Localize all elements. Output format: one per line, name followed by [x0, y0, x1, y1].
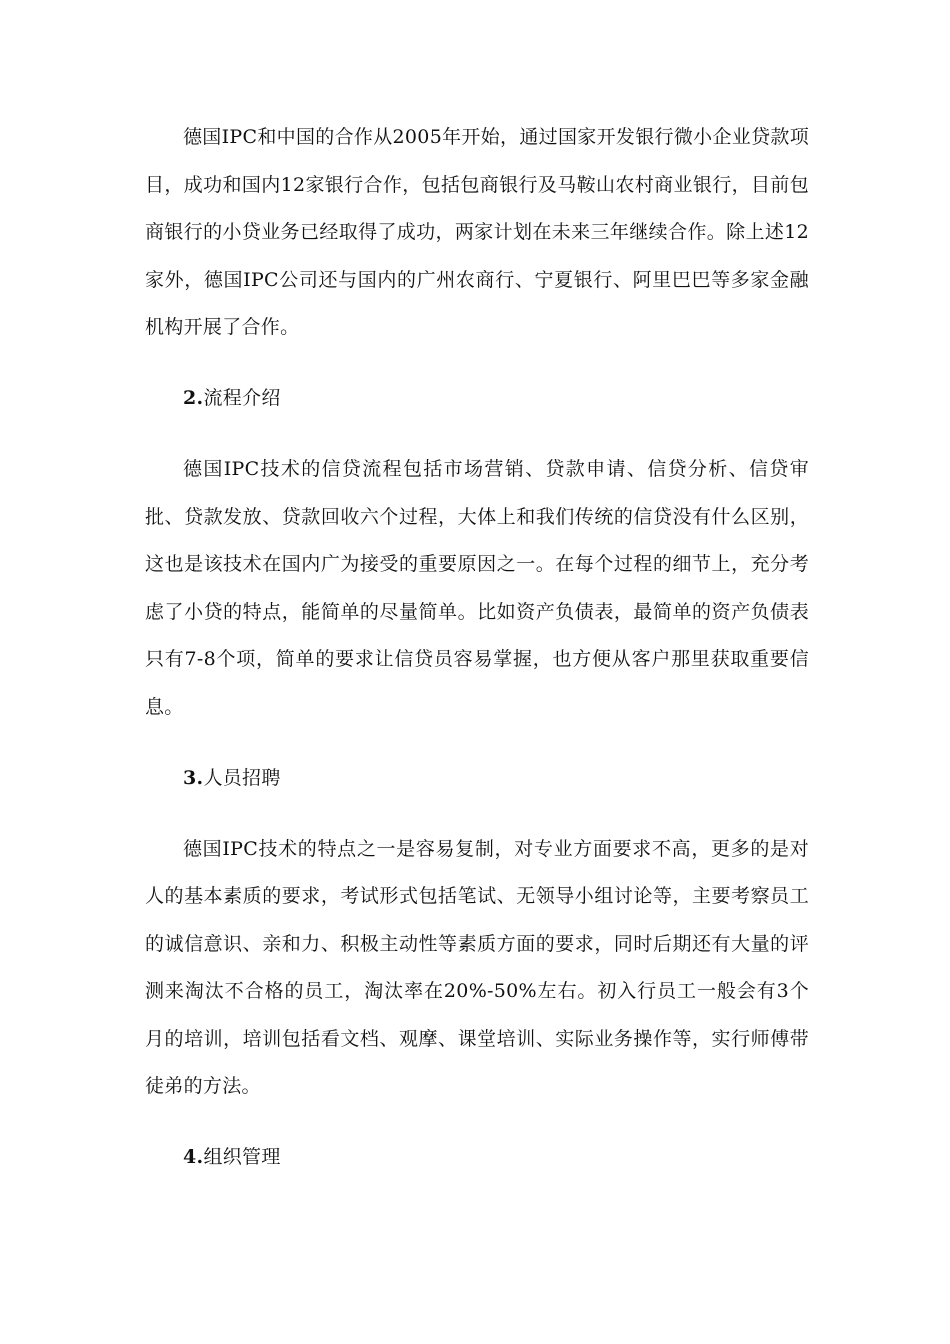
section-heading-process: [145, 375, 809, 423]
section-number: 4.: [183, 1146, 204, 1168]
section-title: 组织管理: [203, 1146, 281, 1168]
section-number: 2.: [183, 387, 204, 409]
paragraph-recruitment: 德国IPC技术的特点之一是容易复制，对专业方面要求不高，更多的是对人的基本素质的要求，考试形式包括笔试、无领导小组讨论等，主要考察员工的诚信意识、亲和力、积极主动性等素质方面的要求，同时后期还有大量的评测来淘汰不合格的员工，淘汰率在20%-50%左右。初入行员工一般会有3个月的培训，培训包括看文档、观摩、课堂培训、实际业务操作等，实行师傅带徒弟的方法。: [145, 837, 809, 1097]
section-heading-recruitment: [145, 755, 809, 803]
section-title: 人员招聘: [203, 766, 281, 789]
paragraph-ipc-cooperation: 德国IPC和中国的合作从2005年开始，通过国家开发银行微小企业贷款项目，成功和国内12家银行合作，包括包商银行及马鞍山农村商业银行，目前包商银行的小贷业务已经取得了成功，两家计划在未来三年继续合作。除上述12家外，德国IPC公司还与国内的广州农商行、宁夏银行、阿里巴巴等多家金融机构开展了合作。: [145, 126, 809, 338]
section-number: 3.: [183, 766, 204, 789]
section-heading-organization: [145, 1134, 809, 1182]
paragraph-process: 德国IPC技术的信贷流程包括市场营销、贷款申请、信贷分析、信贷审批、贷款发放、贷款回收六个过程，大体上和我们传统的信贷没有什么区别，这也是该技术在国内广为接受的重要原因之一。在每个过程的细节上，充分考虑了小贷的特点，能简单的尽量简单。比如资产负债表，最简单的资产负债表只有7-8个项，简单的要求让信贷员容易掌握，也方便从客户那里获取重要信息。: [145, 458, 809, 718]
section-title: 流程介绍: [203, 387, 281, 409]
document-body: [145, 114, 809, 1205]
